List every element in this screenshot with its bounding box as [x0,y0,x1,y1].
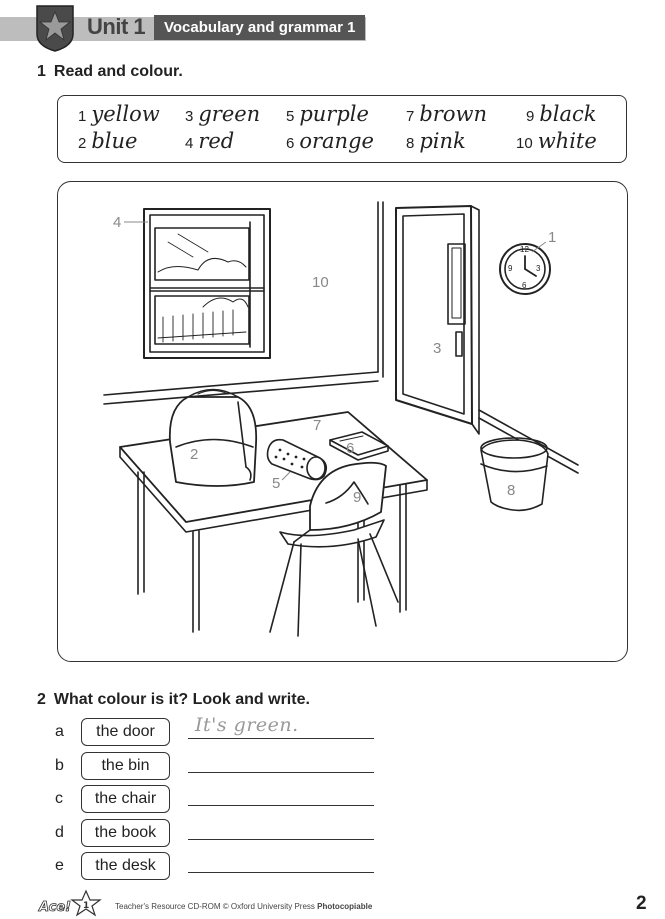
clock-number: 6 [522,281,527,290]
picture-label-3: 3 [433,340,442,357]
clock-number: 9 [508,264,513,273]
object-label: the book [81,819,170,847]
example-answer: It's green. [195,714,299,736]
colour-item: 4 red [185,129,235,153]
answer-line[interactable] [188,772,374,773]
picture-label-6: 6 [346,440,355,457]
picture-label-4: 4 [113,214,122,231]
answer-line[interactable] [188,805,374,806]
answer-line[interactable] [188,839,374,840]
answer-line[interactable] [188,872,374,873]
colour-item: 1 yellow [78,102,160,126]
picture-label-9: 9 [353,489,362,506]
question-letter: b [55,757,64,774]
colour-item: 6 orange [286,129,374,153]
picture-label-8: 8 [507,482,516,499]
question-letter: c [55,790,63,807]
exercise-1-heading [37,63,183,81]
object-label: the bin [81,752,170,780]
star-shield-icon [33,4,77,52]
colour-word-box [57,95,627,163]
exercise-1-instruction: Read and colour. [53,63,183,80]
exercise-2-number: 2 [37,691,46,708]
question-letter: a [55,723,64,740]
exercise-1-number: 1 [37,63,46,80]
page-number: 2 [636,893,647,914]
photocopiable-tag: Photocopiable [317,902,373,911]
colour-item: 2 blue [78,129,138,153]
question-letter: d [55,824,64,841]
colour-item: 5 purple [286,102,369,126]
colour-item: 7 brown [406,102,487,126]
colour-item: 8 pink [406,129,466,153]
exercise-2-heading [37,691,310,709]
picture-label-2: 2 [190,446,199,463]
section-title: Vocabulary and grammar 1 [154,15,365,40]
unit-label: Unit 1 [87,14,146,39]
picture-label-10: 10 [312,274,329,291]
ace-logo-icon [36,889,106,917]
svg-text:Ace!: Ace! [39,900,72,915]
object-label: the chair [81,785,170,813]
picture-label-1: 1 [548,229,557,246]
answer-line[interactable] [188,738,374,739]
footer-copyright: Teacher's Resource CD-ROM © Oxford University Press Photocopiable [115,902,373,911]
label-pointers [58,182,628,662]
exercise-2-instruction: What colour is it? Look and write. [53,691,310,708]
object-label: the door [81,718,170,746]
question-letter: e [55,857,64,874]
object-label: the desk [81,852,170,880]
picture-label-5: 5 [272,475,281,492]
colour-item: 9 black [526,102,597,126]
svg-text:1: 1 [83,901,90,911]
colour-item: 10 white [516,129,597,153]
classroom-picture [57,181,628,662]
colour-item: 3 green [185,102,261,126]
clock-number: 3 [536,264,541,273]
picture-label-7: 7 [313,417,322,434]
clock-number: 12 [520,245,529,254]
